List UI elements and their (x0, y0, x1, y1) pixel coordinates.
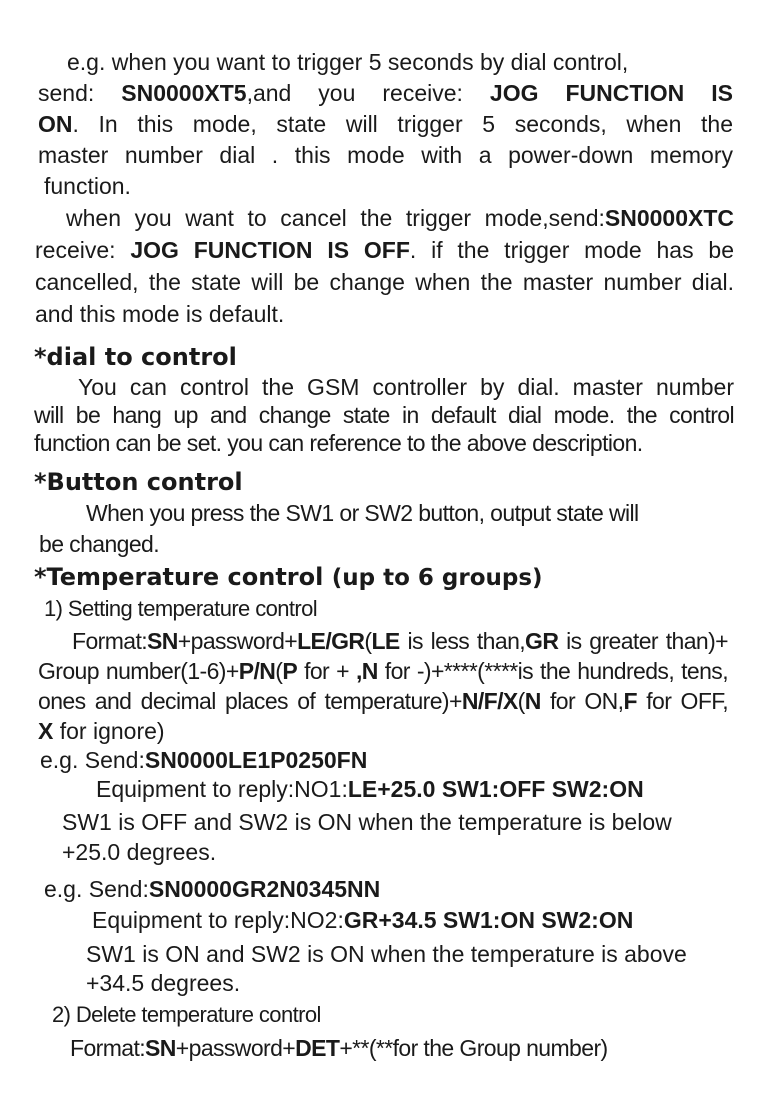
format-line4: X for ignore) (38, 718, 165, 744)
button-line1: When you press the SW1 or SW2 button, output state will (86, 500, 639, 526)
temperature-heading: *Temperature control (up to 6 groups) (34, 563, 543, 591)
para1-line4: master number dial . this mode with a power-down memory (38, 142, 733, 168)
para1-line2: send: SN0000XT5,and you receive: JOG FUNCTION IS (38, 80, 733, 106)
para2-line3: cancelled, the state will be change when the master number dial. (35, 269, 734, 295)
setting-title: 1) Setting temperature control (44, 596, 318, 621)
format-line3: ones and decimal places of temperature)+N/F/X(N for ON,F for OFF, (38, 688, 728, 714)
example2-send: e.g. Send:SN0000GR2N0345NN (44, 876, 381, 902)
para2-line2: receive: JOG FUNCTION IS OFF. if the trigger mode has be (35, 237, 734, 263)
dial-line3: function can be set. you can reference to the above description. (34, 430, 643, 456)
format-line1: Format:SN+password+LE/GR(LE is less than,GR is greater than)+ (72, 628, 728, 654)
dial-heading: *dial to control (34, 343, 237, 371)
example2-reply: Equipment to reply:NO2:GR+34.5 SW1:ON SW2:ON (92, 907, 634, 933)
example1-desc2: +25.0 degrees. (62, 839, 217, 865)
button-line2: be changed. (39, 531, 160, 557)
button-heading: *Button control (34, 468, 243, 496)
example2-desc2: +34.5 degrees. (86, 970, 241, 996)
dial-line1: You can control the GSM controller by dial. master number (78, 374, 734, 400)
dial-line2: will be hang up and change state in default dial mode. the control (34, 402, 734, 428)
example1-desc1: SW1 is OFF and SW2 is ON when the temperature is below (62, 809, 672, 835)
delete-title: 2) Delete temperature control (52, 1002, 321, 1027)
example1-send: e.g. Send:SN0000LE1P0250FN (40, 747, 368, 773)
example1-reply: Equipment to reply:NO1:LE+25.0 SW1:OFF SW2:ON (96, 776, 644, 802)
para2-line4: and this mode is default. (35, 301, 285, 327)
para1-line3: ON. In this mode, state will trigger 5 seconds, when the (38, 111, 733, 137)
para2-line1: when you want to cancel the trigger mode,send:SN0000XTC (66, 205, 734, 231)
format-line2: Group number(1-6)+P/N(P for + ,N for -)+****(****is the hundreds, tens, (38, 658, 728, 684)
delete-format: Format:SN+password+DET+**(**for the Group number) (70, 1035, 608, 1061)
para1-line1: e.g. when you want to trigger 5 seconds by dial control, (67, 49, 629, 75)
para1-line5: function. (44, 173, 131, 199)
example2-desc1: SW1 is ON and SW2 is ON when the temperature is above (86, 941, 687, 967)
